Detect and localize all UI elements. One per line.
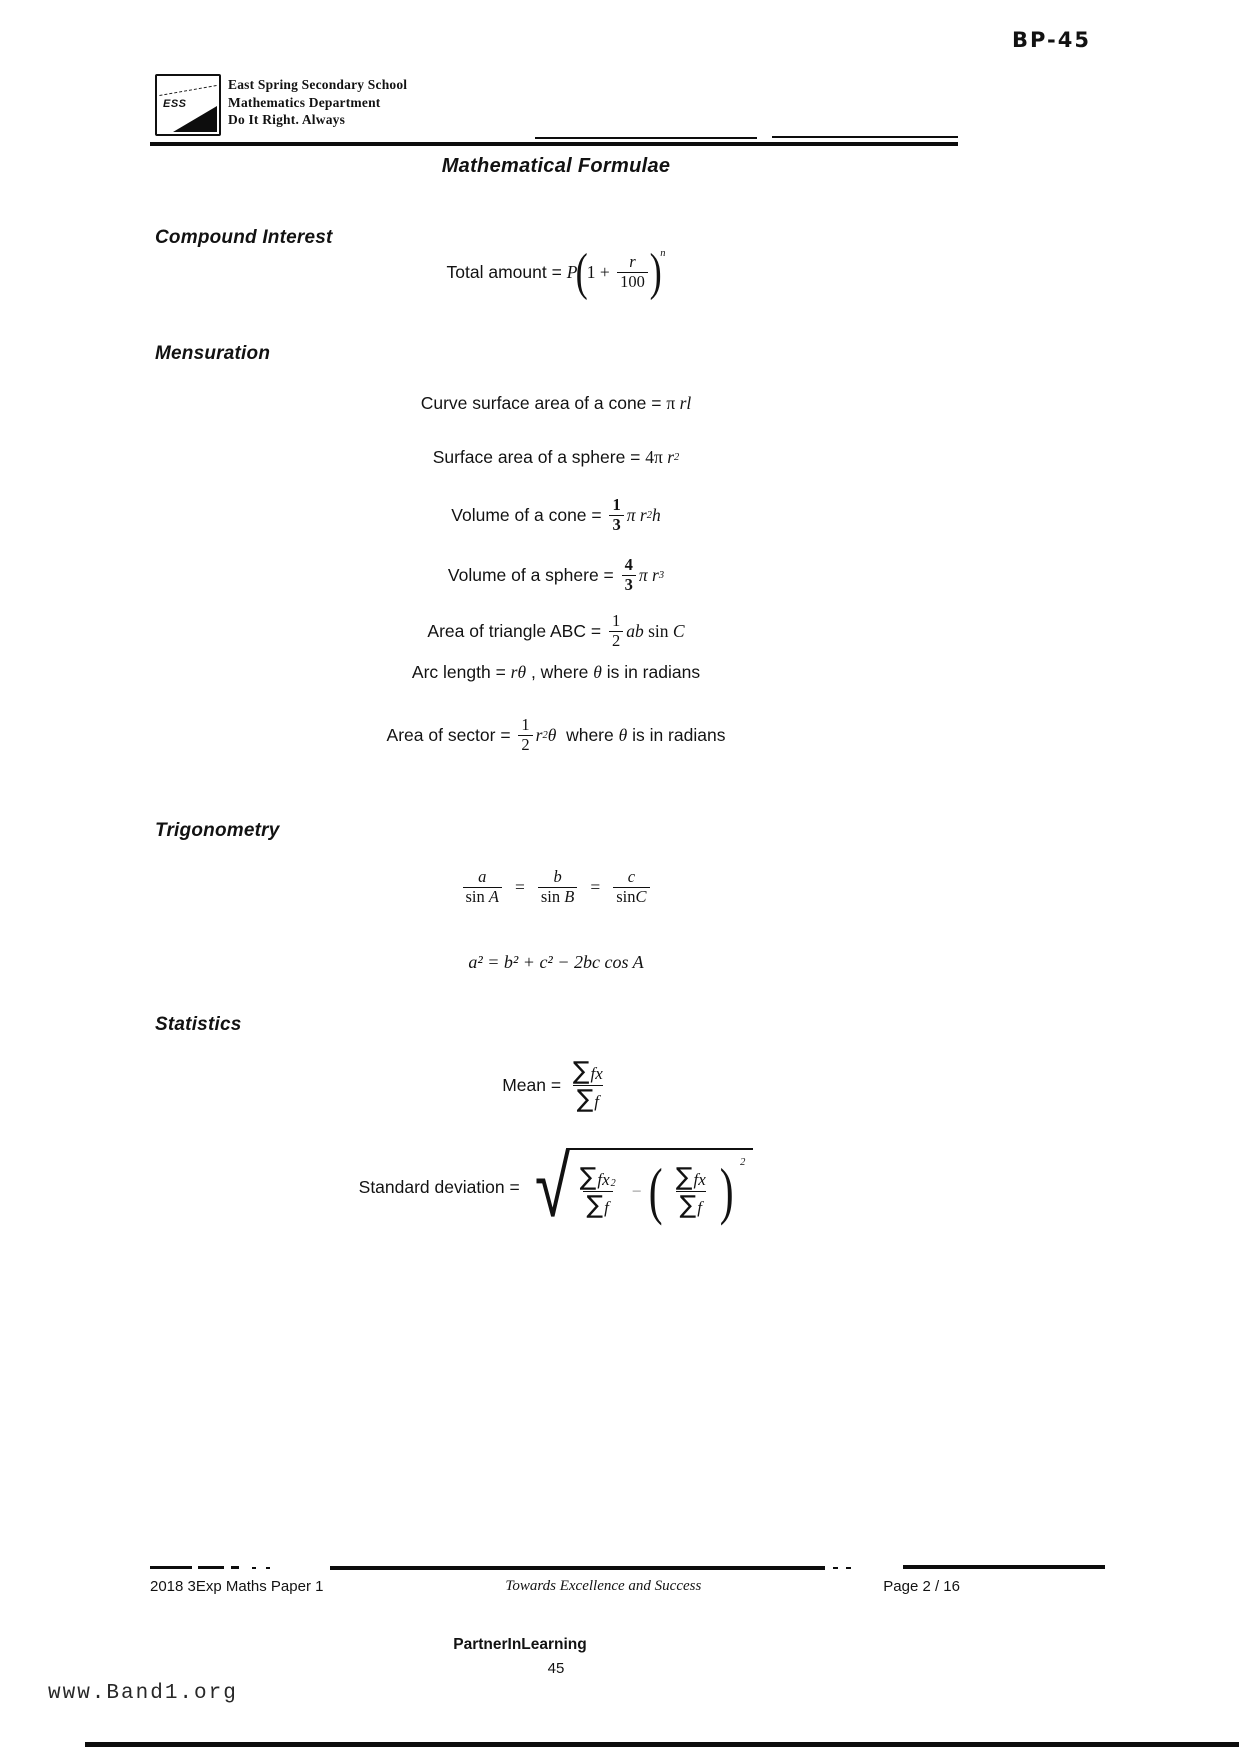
formula-label: Curve surface area of a cone = [420,393,667,413]
footer-divider-fragment [150,1566,192,1569]
fraction-one-half: $\frac{1}{2}$ [518,716,532,755]
math-r-theta: rθ [510,662,527,682]
math-superscript: 2 [646,509,652,521]
math-var-r: r [667,447,675,467]
logo-diagonal-line [159,85,216,96]
school-department: Mathematics Department [228,94,381,110]
watermark-url: www.Band1.org [48,1682,238,1705]
math-pi-r: π r [626,504,647,525]
formula-label: Arc length = [411,662,511,682]
formula-cone-volume [150,496,962,535]
footer [150,1578,960,1595]
math-var-C: C [672,620,685,641]
formula-label: Mean = [502,1074,566,1095]
math-theta: θ [547,724,557,745]
open-paren: ( [648,1155,663,1227]
fraction-b-sinB: $\frac{b}{\text{sin B}}$ [538,868,577,907]
math-var-r: r [535,724,543,745]
logo-text: ESS [163,98,187,110]
close-paren: ) [719,1155,734,1227]
math-pi: π [666,393,680,413]
formula-sector-area [150,716,962,755]
page-title: Mathematical Formulae [441,155,671,177]
section-heading-trigonometry: Trigonometry [155,820,280,841]
footer-divider-fragment [846,1567,851,1569]
formula-label: Volume of a cone = [451,504,607,525]
sigma-symbol: ∑ [572,1056,590,1085]
math-var-ab: ab [626,620,644,641]
equals-sign: = [590,876,601,897]
footer-divider-fragment [198,1566,224,1569]
section-heading-statistics: Statistics [155,1014,242,1035]
fraction-r-over-100: $\frac{r}{100}$ [617,253,648,292]
footer-paper-name: 2018 3Exp Maths Paper 1 [150,1578,324,1595]
fraction-four-thirds: $\frac{4}{3}$ [622,556,636,595]
sigma-symbol: ∑ [675,1161,693,1191]
school-header [228,76,407,129]
formula-text: is in radians [601,662,701,682]
math-var-rl: rl [679,393,692,413]
math-one-plus: 1 + [586,262,615,283]
section-heading-mensuration: Mensuration [155,343,271,364]
math-superscript: 2 [740,1157,746,1168]
partner-in-learning: PartnerInLearning [453,1636,587,1653]
footer-motto: Towards Excellence and Success [505,1578,702,1594]
doc-code: BP-45 [1012,28,1091,52]
formula-cosine-rule [150,952,962,973]
sigma-symbol: ∑ [679,1189,697,1219]
formula-label: Surface area of a sphere = [432,447,646,467]
header-divider [150,142,958,146]
footer-divider-fragment [833,1567,838,1569]
fraction-sd-second: ∑ fx ∑ f [675,1161,706,1219]
formula-label: Volume of a sphere = [447,564,619,585]
formula-sphere-volume [150,556,962,595]
formula-label: Standard deviation = [358,1177,525,1198]
footer-divider-fragment [252,1567,256,1569]
math-superscript: 3 [658,569,665,581]
formula-arc-length [150,662,962,683]
formula-sine-rule [150,868,962,907]
fraction-mean: ∑ fx ∑ f [572,1056,603,1113]
fraction-a-sinA: $\frac{a}{\text{sin A}}$ [463,868,502,907]
divider-fragment [772,136,958,138]
footer-divider-fragment [266,1567,270,1569]
fraction-c-sinC: $\frac{c}{\sin C}$ [613,868,649,907]
formula-text: where [556,724,619,745]
school-name: East Spring Secondary School [228,77,408,92]
footer-page-number: Page 2 / 16 [883,1578,960,1595]
school-motto: Do It Right. Always [228,112,346,127]
math-exponent-n: n [660,248,666,259]
formula-text: , where [526,662,594,682]
math-cosine-rule: a² = b² + c² − 2bc cos A [468,952,644,972]
formula-label: Total amount = [446,262,567,283]
radical-sign: √ [534,1137,570,1237]
equals-sign: = [514,876,525,897]
sigma-symbol: ∑ [586,1189,604,1219]
math-theta: θ [593,662,602,682]
school-logo [155,74,221,136]
math-superscript: 2 [674,452,680,463]
formula-total-amount [150,244,962,301]
math-var-principal: P [566,262,578,283]
sigma-symbol: ∑ [576,1083,594,1113]
formula-cone-surface [150,393,962,414]
formula-label: Area of triangle ABC = [427,620,606,641]
formula-sphere-surface [150,447,962,468]
open-paren: ( [576,244,589,301]
math-coef-4pi: 4π [645,447,668,467]
footer-divider [330,1566,825,1570]
close-paren: ) [649,244,662,301]
section-heading-compound-interest: Compound Interest [155,227,333,248]
footer-divider-fragment [903,1565,1105,1569]
radical [529,1137,754,1237]
sheet-number: 45 [547,1660,565,1677]
math-fn-sin: sin [643,620,673,641]
divider-fragment [535,137,757,139]
math-theta: θ [618,724,628,745]
formula-text: is in radians [627,724,726,745]
formula-triangle-area [150,612,962,651]
page-bottom-edge [85,1742,1239,1747]
formula-mean [150,1058,962,1112]
formula-label: Area of sector = [386,724,516,745]
sigma-symbol: ∑ [579,1161,597,1191]
math-superscript: 2 [542,729,548,741]
minus-sign: − [631,1180,642,1201]
formula-standard-deviation [150,1137,962,1237]
fraction-sd-first: ∑ fx $_2$ ∑ f [579,1161,616,1219]
fraction-one-half: $\frac{1}{2}$ [609,612,623,651]
math-var-h: h [651,504,661,525]
footer-divider-fragment [231,1566,239,1569]
fraction-one-third: $\frac{1}{3}$ [609,496,623,535]
math-pi-r: π r [638,564,659,585]
